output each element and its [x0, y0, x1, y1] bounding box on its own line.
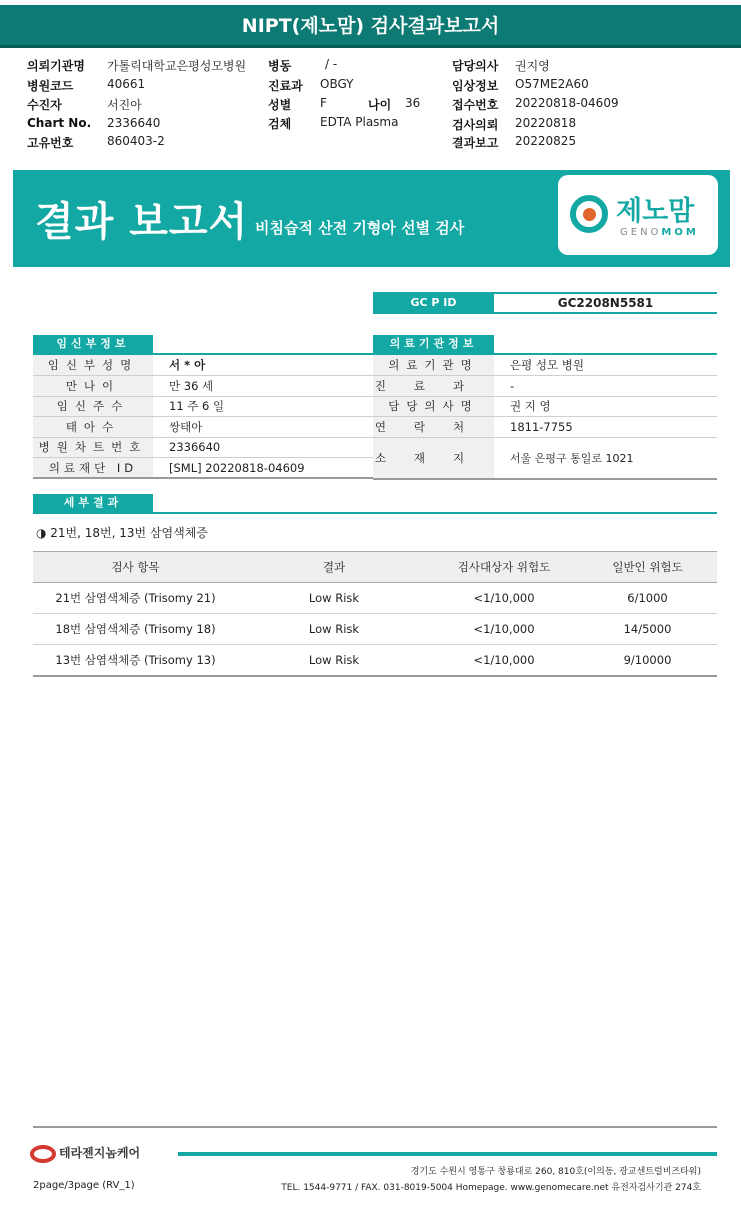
header-value: 권지영: [515, 59, 550, 73]
header-key: 검체: [268, 117, 292, 131]
age-value: 36: [405, 96, 421, 110]
gcpid-label: GC P ID: [373, 294, 494, 312]
detail-heading: 세부결과: [33, 494, 153, 512]
company-logo-icon: [30, 1145, 56, 1163]
header-value: 서진아: [107, 98, 142, 112]
gcpid-box: [373, 292, 717, 314]
footer-bar: [178, 1152, 717, 1156]
table-row: 21번 삼염색체증 (Trisomy 21) Low Risk <1/10,000 6/1000: [33, 583, 717, 614]
footer-contact: TEL. 1544-9771 / FAX. 031-8019-5004 Homepage. www.genomecare.net 유전자검사기관 274호: [281, 1183, 701, 1193]
header-key: 병동: [268, 59, 292, 73]
company-logo: 테라젠지놈케어: [30, 1144, 140, 1163]
logo-eng: GENOMOM: [620, 227, 699, 238]
header-key: 접수번호: [452, 98, 499, 112]
institution-table: 의료기관명 은평 성모 병원 진료과 - 담당의사명 권 지 영 연락처 1811-7755 소재지 서울 은평구 통일로 1021: [373, 355, 717, 480]
header-key: 병원코드: [27, 79, 74, 93]
header-value: OBGY: [320, 77, 354, 91]
header-key: 수진자: [27, 98, 62, 112]
header-key: 진료과: [268, 79, 303, 93]
patient-table: 임신부성명 서 * 아 만나이 만 36 세 임신주수 11 주 6 일 태아수 쌍태아 병원차트번호 2336640 의료재단 ID [SML] 20220818-04609: [33, 355, 373, 479]
gcpid-value: GC2208N5581: [557, 296, 654, 310]
header-key: 의뢰기관명: [27, 59, 85, 73]
age-label: 나이: [368, 98, 392, 112]
header-key: 고유번호: [27, 136, 74, 150]
header-value: 가톨릭대학교은평성모병원: [107, 59, 247, 73]
table-row: 18번 삼염색체증 (Trisomy 18) Low Risk <1/10,000 14/5000: [33, 614, 717, 645]
header-value: EDTA Plasma: [320, 115, 399, 129]
report-title: NIPT(제노맘) 검사결과보고서: [0, 5, 741, 48]
header-key: 검사의뢰: [452, 118, 499, 132]
header-key: 결과보고: [452, 136, 499, 150]
result-table-header: 검사 항목 결과 검사대상자 위험도 일반인 위험도: [33, 552, 717, 583]
banner-subtitle: 비침습적 산전 기형아 선별 검사: [255, 219, 465, 237]
page-number: 2page/3page (RV_1): [33, 1180, 135, 1191]
detail-subtitle: ◑ 21번, 18번, 13번 삼염색체증: [36, 526, 208, 540]
result-banner: [13, 170, 730, 267]
header-key: 성별: [268, 98, 292, 112]
footer-address: 경기도 수원시 영통구 창룡대로 260, 810호(이의동, 광교센트럴비즈타워): [410, 1167, 701, 1177]
header-value: 860403-2: [107, 134, 165, 148]
institution-heading: 의료기관정보: [373, 335, 494, 353]
header-value: 40661: [107, 77, 146, 91]
banner-title: 결과 보고서: [35, 199, 249, 245]
detail-heading-line: [33, 512, 717, 514]
header-value: 20220818-04609: [515, 96, 619, 110]
header-value: 20220825: [515, 134, 577, 148]
result-table: [33, 551, 717, 677]
header-key: 담당의사: [452, 59, 499, 73]
genomom-logo: [558, 175, 718, 255]
header-key: Chart No.: [27, 116, 92, 130]
header-value: / -: [325, 57, 338, 71]
table-row: 13번 삼염색체증 (Trisomy 13) Low Risk <1/10,000 9/10000: [33, 645, 717, 676]
header-value: 2336640: [107, 116, 161, 130]
footer-divider: [33, 1126, 717, 1128]
header-value: F: [320, 96, 327, 110]
genomom-logo-icon: [570, 195, 608, 233]
header-value: 20220818: [515, 116, 577, 130]
header-value: O57ME2A60: [515, 77, 589, 91]
logo-name: 제노맘: [616, 196, 695, 227]
header-key: 임상정보: [452, 79, 499, 93]
patient-heading: 임신부정보: [33, 335, 153, 353]
